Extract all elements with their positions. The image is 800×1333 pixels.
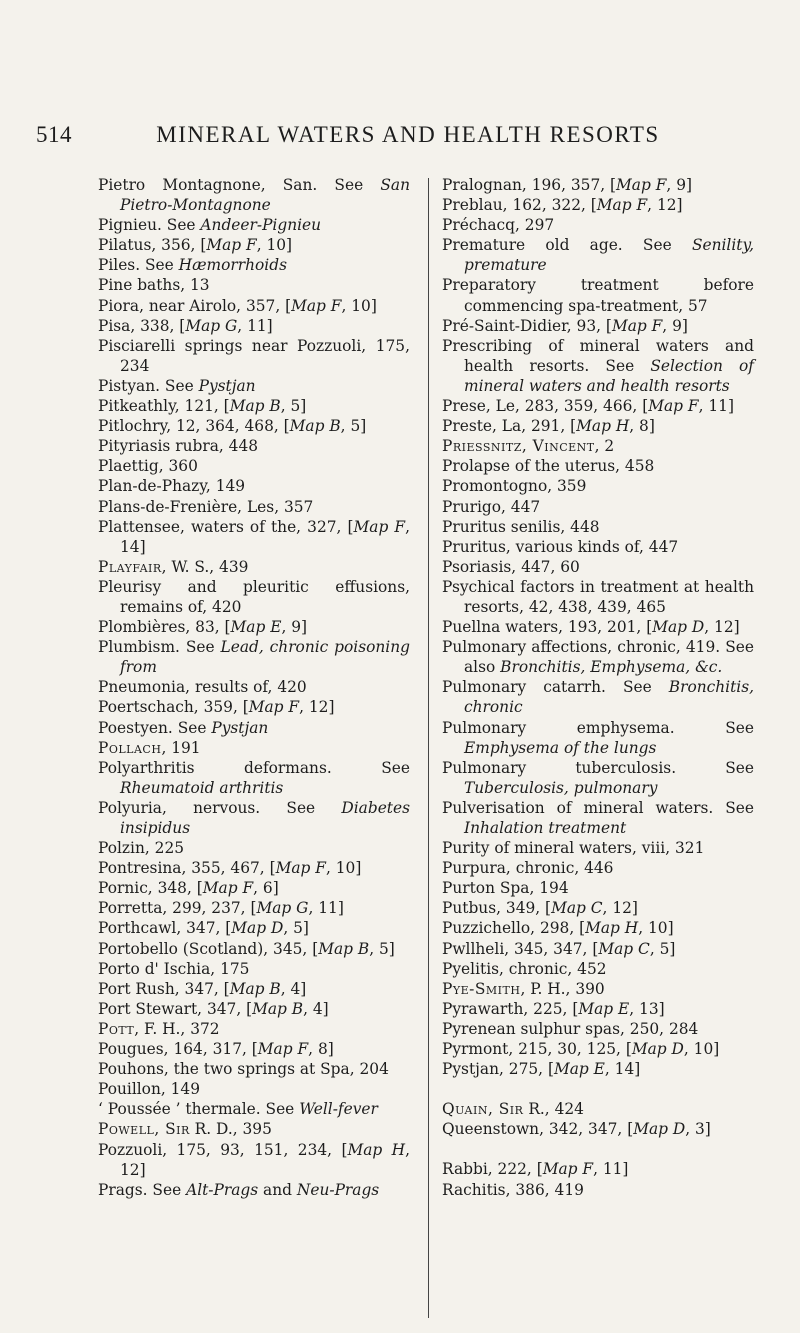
- index-entry: Puellna waters, 193, 201, [Map D, 12]: [442, 618, 740, 637]
- index-entry: Pougues, 164, 317, [Map F, 8]: [98, 1040, 334, 1059]
- index-entry: Piles. See Hæmorrhoids: [98, 256, 287, 275]
- index-entry: Pott, F. H., 372: [98, 1019, 220, 1038]
- index-entry: Queenstown, 342, 347, [Map D, 3]: [442, 1120, 711, 1139]
- index-entry: Psychical factors in treatment at health resorts, 42, 438, 439, 465: [442, 577, 754, 616]
- index-entry: Pisciarelli springs near Pozzuoli, 175, 234: [98, 336, 410, 375]
- index-entry: Putbus, 349, [Map C, 12]: [442, 899, 638, 918]
- index-entry: Pye-Smith, P. H., 390: [442, 979, 605, 998]
- index-entry: Plans-de-Frenière, Les, 357: [98, 497, 314, 516]
- index-entry: Pontresina, 355, 467, [Map F, 10]: [98, 859, 362, 878]
- page-number: 514: [36, 122, 72, 147]
- index-entry: Rachitis, 386, 419: [442, 1180, 584, 1199]
- index-entry: Porthcawl, 347, [Map D, 5]: [98, 919, 309, 938]
- index-entry: Preblau, 162, 322, [Map F, 12]: [442, 196, 683, 215]
- index-entry: Pystjan, 275, [Map E, 14]: [442, 1060, 641, 1079]
- index-entry: Pollach, 191: [98, 738, 201, 757]
- index-entry: Quain, Sir R., 424: [442, 1100, 584, 1119]
- index-entry: Porretta, 299, 237, [Map G, 11]: [98, 899, 344, 918]
- index-entry: Pityriasis rubra, 448: [98, 437, 259, 456]
- index-entry: Pyelitis, chronic, 452: [442, 959, 607, 978]
- index-entry: Prags. See Alt-Prags and Neu-Prags: [98, 1180, 380, 1199]
- index-entry: Pyrawarth, 225, [Map E, 13]: [442, 999, 665, 1018]
- entry-gap: [442, 1079, 754, 1099]
- index-entry: Pulmonary affections, chronic, 419. See also Bronchitis, Emphysema, &c.: [442, 638, 754, 677]
- index-entry: Pouillon, 149: [98, 1080, 201, 1099]
- index-entry: Pyrmont, 215, 30, 125, [Map D, 10]: [442, 1040, 720, 1059]
- index-entry: Prese, Le, 283, 359, 466, [Map F, 11]: [442, 397, 734, 416]
- index-entry: Plaettig, 360: [98, 457, 198, 476]
- index-column-left: [98, 175, 410, 1200]
- index-entry: Prolapse of the uterus, 458: [442, 457, 655, 476]
- page-title: MINERAL WATERS AND HEALTH RESORTS: [156, 122, 660, 147]
- index-entry: Pitlochry, 12, 364, 468, [Map B, 5]: [98, 417, 367, 436]
- index-entry: Prescribing of mineral waters and health resorts. See Selection of mineral waters and health resorts: [442, 336, 754, 395]
- index-entry: Pré-Saint-Didier, 93, [Map F, 9]: [442, 316, 688, 335]
- index-entry: Pralognan, 196, 357, [Map F, 9]: [442, 176, 692, 194]
- index-entry: ‘ Poussée ’ thermale. See Well-fever: [98, 1100, 378, 1119]
- index-entry: Pitkeathly, 121, [Map B, 5]: [98, 397, 307, 416]
- index-entry: Premature old age. See Senility, premature: [442, 236, 754, 275]
- index-entry: Pruritus senilis, 448: [442, 517, 600, 536]
- index-entry: Psoriasis, 447, 60: [442, 557, 580, 576]
- index-entry: Pine baths, 13: [98, 276, 210, 295]
- index-entry: Pleurisy and pleuritic effusions, remains of, 420: [98, 577, 410, 616]
- index-entry: Pistyan. See Pystjan: [98, 376, 256, 395]
- index-entry: Playfair, W. S., 439: [98, 557, 249, 576]
- index-entry: Plombières, 83, [Map E, 9]: [98, 618, 308, 637]
- index-entry: Rabbi, 222, [Map F, 11]: [442, 1160, 629, 1179]
- index-entry: Pozzuoli, 175, 93, 151, 234, [Map H, 12]: [98, 1140, 410, 1179]
- index-entry: Pignieu. See Andeer-Pignieu: [98, 216, 322, 235]
- index-entry: Pulmonary emphysema. See Emphysema of the lungs: [442, 718, 754, 757]
- running-head: [36, 122, 760, 148]
- index-entry: Préchacq, 297: [442, 216, 555, 235]
- index-entry: Poestyen. See Pystjan: [98, 718, 269, 737]
- index-entry: Port Rush, 347, [Map B, 4]: [98, 979, 307, 998]
- index-entry: Porto d' Ischia, 175: [98, 959, 250, 978]
- index-entry: Piora, near Airolo, 357, [Map F, 10]: [98, 296, 377, 315]
- index-entry: Prurigo, 447: [442, 497, 541, 516]
- index-entry: Port Stewart, 347, [Map B, 4]: [98, 999, 329, 1018]
- index-column-right: [442, 175, 754, 1200]
- column-divider: [428, 178, 429, 1318]
- entry-gap: [442, 1139, 754, 1159]
- index-entry: Powell, Sir R. D., 395: [98, 1120, 272, 1139]
- index-entry: Pouhons, the two springs at Spa, 204: [98, 1060, 389, 1079]
- index-entry: Purton Spa, 194: [442, 879, 569, 898]
- index-entry: Polyuria, nervous. See Diabetes insipidus: [98, 798, 410, 837]
- index-entry: Pulmonary tuberculosis. See Tuberculosis, pulmonary: [442, 758, 754, 797]
- index-entry: Pilatus, 356, [Map F, 10]: [98, 236, 293, 255]
- index-entry: Plumbism. See Lead, chronic poisoning from: [98, 638, 410, 677]
- index-entry: Pornic, 348, [Map F, 6]: [98, 879, 279, 898]
- index-entry: Polyarthritis deformans. See Rheumatoid arthritis: [98, 758, 410, 797]
- index-entry: Pulmonary catarrh. See Bronchitis, chronic: [442, 678, 754, 717]
- index-entry: Polzin, 225: [98, 839, 185, 858]
- index-entry: Plan-de-Phazy, 149: [98, 477, 246, 496]
- index-entry: Priessnitz, Vincent, 2: [442, 437, 615, 456]
- index-entry: Pietro Montagnone, San. See San Pietro-Montagnone: [98, 176, 410, 215]
- index-entry: Puzzichello, 298, [Map H, 10]: [442, 919, 674, 938]
- index-entry: Purity of mineral waters, viii, 321: [442, 839, 705, 858]
- index-entry: Pulverisation of mineral waters. See Inhalation treatment: [442, 798, 754, 837]
- index-entry: Portobello (Scotland), 345, [Map B, 5]: [98, 939, 395, 958]
- index-entry: Purpura, chronic, 446: [442, 859, 614, 878]
- index-entry: Pneumonia, results of, 420: [98, 678, 307, 697]
- index-entry: Pyrenean sulphur spas, 250, 284: [442, 1019, 699, 1038]
- index-entry: Poertschach, 359, [Map F, 12]: [98, 698, 335, 717]
- index-entry: Pisa, 338, [Map G, 11]: [98, 316, 273, 335]
- index-entry: Pruritus, various kinds of, 447: [442, 537, 679, 556]
- index-entry: Preparatory treatment before commencing spa-treatment, 57: [442, 276, 754, 315]
- index-entry: Plattensee, waters of the, 327, [Map F, 14]: [98, 517, 411, 556]
- index-entry: Pwllheli, 345, 347, [Map C, 5]: [442, 939, 676, 958]
- index-entry: Promontogno, 359: [442, 477, 587, 496]
- index-entry: Preste, La, 291, [Map H, 8]: [442, 417, 655, 436]
